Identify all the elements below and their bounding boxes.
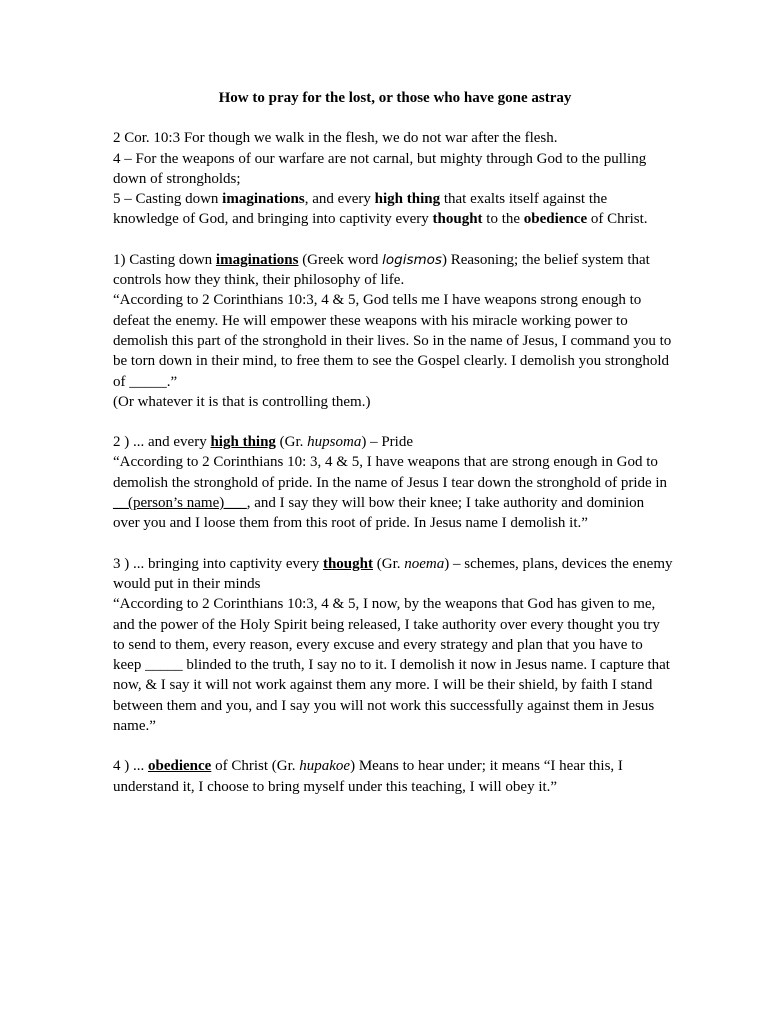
scripture-verse-5 bbox=[113, 189, 673, 230]
section-number: 3 ) ... bringing into captivity every bbox=[113, 555, 323, 572]
document-page bbox=[113, 88, 673, 797]
verse-text: of Christ. bbox=[587, 211, 648, 228]
section-definition: ) – schemes, plans, devices the enemy would put in their minds bbox=[113, 555, 673, 592]
spacer bbox=[113, 412, 673, 432]
verse-text: that exalts itself against the knowledge of God, and bringing into captivity every bbox=[113, 191, 608, 228]
section-keyword: obedience bbox=[148, 758, 212, 775]
keyword-obedience: obedience bbox=[523, 211, 588, 228]
section-definition: ) Means to hear under; it means “I hear this, I understand it, I choose to bring myself under this teaching, I will obey it.” bbox=[113, 758, 623, 795]
section-heading bbox=[113, 432, 673, 452]
greek-word: noema bbox=[404, 555, 445, 572]
spacer bbox=[113, 534, 673, 554]
scripture-passage bbox=[113, 128, 673, 229]
greek-word: hupsoma bbox=[307, 434, 362, 451]
prayer-text: “According to 2 Corinthians 10:3, 4 & 5, I now, by the weapons that God has given to me, and the power of the Holy Spirit being released, I take authority over every thought you try to send to them, every reason, every excuse and every strategy and plan that you have to keep _____ blinded to the truth, I say no to it. I demolish it now in Jesus name. I capture that now, & I say it will not work against them any more. I will be their shield, by faith I stand between them and you, and I say you will not work this successfully against them in Jesus name.” bbox=[113, 596, 670, 735]
section-number: 2 ) ... and every bbox=[113, 434, 211, 451]
prayer-text bbox=[113, 452, 673, 533]
greek-label: (Gr. bbox=[373, 555, 405, 572]
section-heading bbox=[113, 250, 673, 291]
section-keyword: imaginations bbox=[215, 251, 299, 268]
greek-label: (Greek word bbox=[298, 251, 383, 268]
keyword-high-thing: high thing bbox=[374, 191, 441, 208]
section-thought bbox=[113, 554, 673, 737]
section-keyword: high thing bbox=[210, 434, 276, 451]
section-obedience bbox=[113, 756, 673, 797]
section-definition: ) – Pride bbox=[361, 434, 414, 451]
section-keyword: thought bbox=[322, 555, 373, 572]
keyword-thought: thought bbox=[432, 211, 483, 228]
greek-label: (Gr. bbox=[275, 434, 308, 451]
page-title: How to pray for the lost, or those who have gone astray bbox=[218, 90, 572, 106]
verse-text: to the bbox=[482, 211, 524, 228]
scripture-verse-3: 2 Cor. 10:3 For though we walk in the flesh, we do not war after the flesh. bbox=[113, 130, 558, 147]
section-heading bbox=[113, 756, 673, 797]
section-imaginations bbox=[113, 250, 673, 412]
section-heading bbox=[113, 554, 673, 595]
section-definition: ) Reasoning; the belief system that controls how they think, their philosophy of life. bbox=[113, 251, 650, 289]
section-number: 1) Casting down bbox=[113, 251, 216, 268]
verse-text: , and every bbox=[304, 191, 375, 208]
spacer bbox=[113, 736, 673, 756]
scripture-verse-4: 4 – For the weapons of our warfare are not carnal, but mighty through God to the pulling down of strongholds; bbox=[113, 150, 647, 187]
name-blank: __(person’s name)___ bbox=[113, 495, 247, 512]
greek-word: hupakoe bbox=[299, 758, 351, 775]
prayer-segment: “According to 2 Corinthians 10: 3, 4 & 5, I have weapons that are strong enough in God to demolish the stronghold of pride. In the name of Jesus I tear down the stronghold of pride in bbox=[113, 454, 668, 491]
prayer-note: (Or whatever it is that is controlling them.) bbox=[113, 393, 371, 410]
spacer bbox=[113, 230, 673, 250]
spacer bbox=[113, 108, 673, 128]
greek-word: logismos bbox=[382, 251, 442, 268]
prayer-text: “According to 2 Corinthians 10:3, 4 & 5, God tells me I have weapons strong enough to defeat the enemy. He will empower these weapons with his miracle working power to demolish this part of the stronghold in their lives. So in the name of Jesus, I command you to be torn down in their mind, to free them to see the Gospel clearly. I demolish you stronghold of _____.” bbox=[113, 292, 672, 390]
section-number: 4 ) ... bbox=[113, 758, 148, 775]
prayer-segment: , and I say they will bow their knee; I take authority and dominion over you and I loose them from this root of pride. In Jesus name I demolish it.” bbox=[113, 495, 645, 532]
verse-text: 5 – Casting down bbox=[113, 191, 223, 208]
greek-label: of Christ (Gr. bbox=[211, 758, 300, 775]
section-high-thing bbox=[113, 432, 673, 533]
keyword-imaginations: imaginations bbox=[222, 191, 305, 208]
